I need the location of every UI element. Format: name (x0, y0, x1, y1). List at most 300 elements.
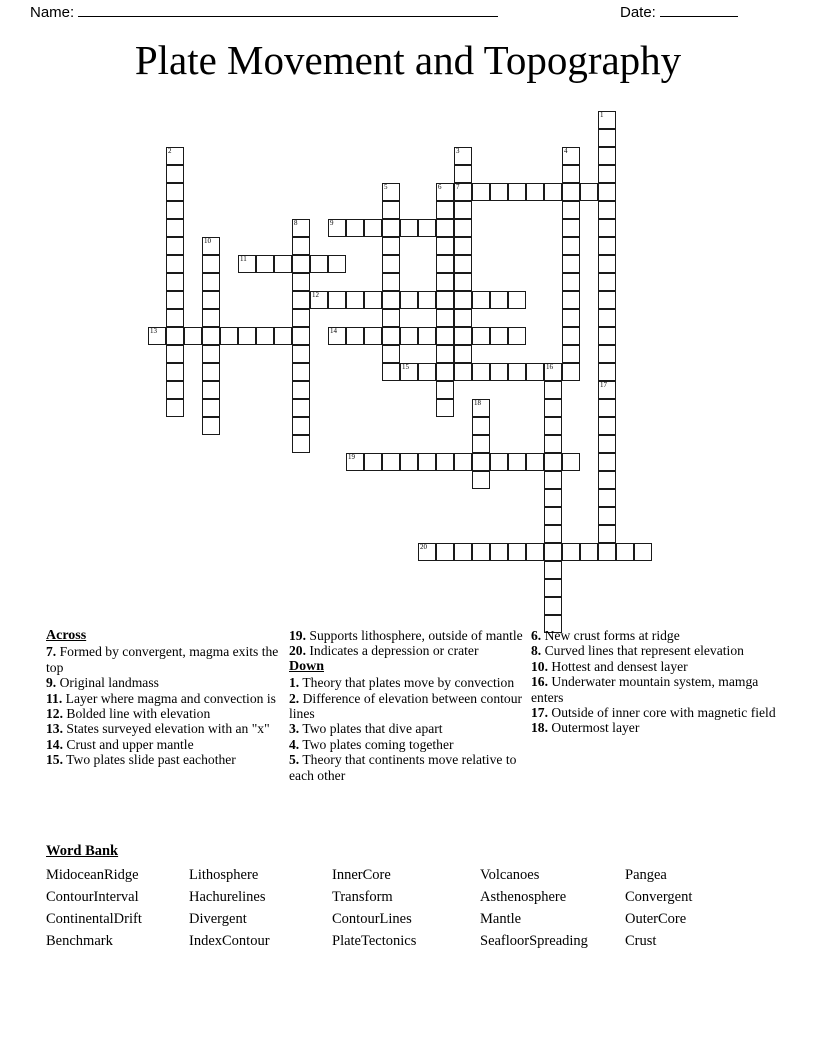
crossword-cell[interactable] (598, 165, 616, 183)
crossword-cell[interactable] (598, 273, 616, 291)
crossword-cell[interactable] (346, 291, 364, 309)
crossword-cell[interactable] (382, 453, 400, 471)
crossword-cell[interactable] (598, 237, 616, 255)
word-bank-word: MidoceanRidge (46, 867, 139, 883)
crossword-cell[interactable] (202, 237, 220, 255)
crossword-cell[interactable] (418, 453, 436, 471)
clue-number: 13. (46, 721, 63, 737)
clue-number: 14. (46, 736, 63, 752)
crossword-cell[interactable] (562, 309, 580, 327)
clue-item (46, 706, 291, 721)
crossword-cell[interactable] (562, 291, 580, 309)
crossword-cell[interactable] (328, 291, 346, 309)
crossword-cell[interactable] (418, 363, 436, 381)
clue-item (289, 628, 529, 643)
clue-text: New crust forms at ridge (541, 628, 680, 643)
crossword-cell[interactable] (472, 399, 490, 417)
clue-text: States surveyed elevation with an "x" (63, 721, 270, 737)
crossword-cell[interactable] (472, 543, 490, 561)
crossword-cell[interactable] (382, 237, 400, 255)
cell-number: 2 (168, 147, 172, 155)
crossword-cell[interactable] (292, 327, 310, 345)
crossword-cell[interactable] (562, 363, 580, 381)
crossword-cell[interactable] (472, 471, 490, 489)
clue-number: 1. (289, 675, 300, 691)
crossword-cell[interactable] (292, 435, 310, 453)
clue-item (531, 674, 781, 705)
crossword-cell[interactable] (580, 543, 598, 561)
crossword-cell[interactable] (184, 327, 202, 345)
crossword-cell[interactable] (508, 327, 526, 345)
crossword-cell[interactable] (490, 291, 508, 309)
crossword-cell[interactable] (544, 453, 562, 471)
crossword-cell[interactable] (562, 327, 580, 345)
crossword-cell[interactable] (490, 327, 508, 345)
crossword-cell[interactable] (526, 183, 544, 201)
crossword-cell[interactable] (436, 273, 454, 291)
crossword-cell[interactable] (598, 453, 616, 471)
crossword-cell[interactable] (364, 291, 382, 309)
crossword-cell[interactable] (490, 363, 508, 381)
crossword-cell[interactable] (634, 543, 652, 561)
word-bank-word: ContourLines (332, 911, 412, 927)
clue-text: Outermost layer (548, 720, 640, 736)
cell-number: 18 (474, 399, 481, 407)
crossword-cell[interactable] (472, 363, 490, 381)
crossword-cell[interactable] (562, 255, 580, 273)
crossword-cell[interactable] (454, 327, 472, 345)
crossword-cell[interactable] (562, 543, 580, 561)
word-bank-word: Crust (625, 933, 657, 949)
word-bank-word: Convergent (625, 889, 693, 905)
crossword-cell[interactable] (274, 255, 292, 273)
word-bank-word: Pangea (625, 867, 667, 883)
crossword-cell[interactable] (562, 219, 580, 237)
crossword-cell[interactable] (382, 345, 400, 363)
crossword-cell[interactable] (166, 291, 184, 309)
crossword-cell[interactable] (454, 363, 472, 381)
crossword-cell[interactable] (292, 237, 310, 255)
clue-text: Indicates a depression or crater (306, 643, 479, 659)
crossword-cell[interactable] (436, 327, 454, 345)
crossword-cell[interactable] (400, 363, 418, 381)
crossword-cell[interactable] (166, 255, 184, 273)
crossword-cell[interactable] (292, 309, 310, 327)
crossword-cell[interactable] (616, 543, 634, 561)
crossword-cell[interactable] (292, 345, 310, 363)
crossword-cell[interactable] (544, 561, 562, 579)
crossword-cell[interactable] (328, 219, 346, 237)
crossword-cell[interactable] (562, 237, 580, 255)
word-bank-word: ContinentalDrift (46, 911, 142, 927)
word-bank-word: OuterCore (625, 911, 687, 927)
crossword-cell[interactable] (436, 219, 454, 237)
crossword-cell[interactable] (166, 237, 184, 255)
crossword-cell[interactable] (436, 255, 454, 273)
crossword-cell[interactable] (454, 201, 472, 219)
clue-text: Crust and upper mantle (63, 736, 194, 752)
crossword-cell[interactable] (544, 489, 562, 507)
crossword-cell[interactable] (598, 255, 616, 273)
clue-number: 11. (46, 690, 63, 706)
crossword-cell[interactable] (166, 147, 184, 165)
word-bank-word: Divergent (189, 911, 247, 927)
crossword-cell[interactable] (292, 417, 310, 435)
clue-item (46, 644, 291, 675)
clue-item (46, 721, 291, 736)
crossword-cell[interactable] (526, 363, 544, 381)
clue-number: 3. (289, 721, 300, 737)
cell-number: 8 (294, 219, 298, 227)
clues-section (46, 628, 776, 838)
crossword-cell[interactable] (202, 291, 220, 309)
cell-number: 7 (456, 183, 460, 191)
crossword-cell[interactable] (202, 327, 220, 345)
crossword-cell[interactable] (400, 327, 418, 345)
crossword-cell[interactable] (598, 507, 616, 525)
crossword-cell[interactable] (562, 201, 580, 219)
crossword-cell[interactable] (472, 291, 490, 309)
crossword-cell[interactable] (598, 219, 616, 237)
crossword-cell[interactable] (166, 399, 184, 417)
crossword-cell[interactable] (436, 381, 454, 399)
cell-number: 16 (546, 363, 553, 371)
crossword-cell[interactable] (508, 183, 526, 201)
crossword-cell[interactable] (454, 453, 472, 471)
crossword-cell[interactable] (202, 381, 220, 399)
clue-text: Underwater mountain system, mamga enters (531, 674, 759, 705)
crossword-cell[interactable] (166, 381, 184, 399)
crossword-cell[interactable] (490, 453, 508, 471)
crossword-cell[interactable] (436, 183, 454, 201)
cell-number: 12 (312, 291, 319, 299)
clue-text: Supports lithosphere, outside of mantle (306, 628, 523, 643)
word-bank-word: Transform (332, 889, 393, 905)
crossword-cell[interactable] (544, 579, 562, 597)
crossword-cell[interactable] (202, 273, 220, 291)
crossword-cell[interactable] (544, 363, 562, 381)
crossword-cell[interactable] (562, 183, 580, 201)
page-title: Plate Movement and Topography (134, 37, 682, 83)
crossword-cell[interactable] (598, 543, 616, 561)
down-heading: Down (289, 658, 325, 674)
clue-text: Outside of inner core with magnetic field (548, 705, 776, 721)
crossword-cell[interactable] (328, 327, 346, 345)
crossword-cell[interactable] (202, 255, 220, 273)
word-bank-word: PlateTectonics (332, 933, 417, 949)
clue-item (289, 752, 529, 783)
clue-item (289, 737, 529, 752)
crossword-cell[interactable] (202, 309, 220, 327)
crossword-cell[interactable] (436, 345, 454, 363)
crossword-cell[interactable] (598, 489, 616, 507)
crossword-cell[interactable] (166, 309, 184, 327)
cell-number: 17 (600, 381, 607, 389)
crossword-cell[interactable] (148, 327, 166, 345)
crossword-cell[interactable] (454, 183, 472, 201)
crossword-cell[interactable] (436, 291, 454, 309)
crossword-cell[interactable] (562, 273, 580, 291)
crossword-cell[interactable] (274, 327, 292, 345)
clue-item (289, 721, 529, 736)
crossword-cell[interactable] (544, 435, 562, 453)
crossword-cell[interactable] (166, 327, 184, 345)
crossword-cell[interactable] (382, 201, 400, 219)
crossword-cell[interactable] (310, 255, 328, 273)
crossword-cell[interactable] (292, 273, 310, 291)
clue-item (46, 752, 291, 767)
crossword-cell[interactable] (382, 363, 400, 381)
word-bank-word: Benchmark (46, 933, 113, 949)
word-bank-word: Lithosphere (189, 867, 259, 883)
crossword-cell[interactable] (490, 183, 508, 201)
word-bank-section (46, 843, 786, 950)
word-bank-word: ContourInterval (46, 889, 139, 905)
crossword-cell[interactable] (454, 291, 472, 309)
crossword-cell[interactable] (508, 363, 526, 381)
crossword-cell[interactable] (508, 291, 526, 309)
crossword-cell[interactable] (544, 381, 562, 399)
crossword-cell[interactable] (598, 129, 616, 147)
crossword-cell[interactable] (598, 309, 616, 327)
clue-number: 9. (46, 675, 57, 691)
crossword-cell[interactable] (508, 543, 526, 561)
clue-number: 7. (46, 644, 57, 660)
crossword-cell[interactable] (382, 327, 400, 345)
crossword-cell[interactable] (292, 219, 310, 237)
clue-item (46, 737, 291, 752)
crossword-cell[interactable] (346, 219, 364, 237)
crossword-cell[interactable] (598, 183, 616, 201)
clue-number: 8. (531, 643, 542, 659)
crossword-cell[interactable] (598, 525, 616, 543)
crossword-cell[interactable] (598, 363, 616, 381)
crossword-cell[interactable] (544, 417, 562, 435)
cell-number: 20 (420, 543, 427, 551)
clue-number: 18. (531, 720, 548, 736)
crossword-cell[interactable] (454, 147, 472, 165)
word-bank-word: IndexContour (189, 933, 270, 949)
crossword-cell[interactable] (580, 183, 598, 201)
clue-number: 10. (531, 658, 548, 674)
crossword-cell[interactable] (382, 273, 400, 291)
clue-number: 6. (531, 628, 542, 643)
crossword-cell[interactable] (292, 381, 310, 399)
clue-item (531, 643, 781, 658)
word-bank-heading: Word Bank (46, 843, 119, 859)
crossword-cell[interactable] (256, 255, 274, 273)
crossword-cell[interactable] (598, 471, 616, 489)
crossword-cell[interactable] (310, 291, 328, 309)
cell-number: 14 (330, 327, 337, 335)
crossword-cell[interactable] (544, 183, 562, 201)
clue-text: Original landmass (56, 675, 159, 691)
crossword-cell[interactable] (598, 291, 616, 309)
crossword-cell[interactable] (364, 219, 382, 237)
crossword-cell[interactable] (436, 399, 454, 417)
crossword-cell[interactable] (598, 399, 616, 417)
crossword-cell[interactable] (292, 255, 310, 273)
word-bank-word: InnerCore (332, 867, 391, 883)
crossword-cell[interactable] (166, 273, 184, 291)
crossword-cell[interactable] (454, 165, 472, 183)
crossword-cell[interactable] (292, 363, 310, 381)
crossword-cell[interactable] (598, 327, 616, 345)
clues-column-1 (46, 628, 291, 768)
crossword-cell[interactable] (598, 345, 616, 363)
crossword-cell[interactable] (292, 399, 310, 417)
crossword-cell[interactable] (238, 327, 256, 345)
crossword-cell[interactable] (256, 327, 274, 345)
clue-text: Bolded line with elevation (63, 706, 211, 722)
crossword-cell[interactable] (544, 597, 562, 615)
clue-item (531, 628, 781, 643)
name-label: Name: (30, 4, 75, 21)
cell-number: 9 (330, 219, 334, 227)
crossword-cell[interactable] (382, 291, 400, 309)
crossword-cell[interactable] (166, 363, 184, 381)
clue-text: Two plates coming together (299, 736, 454, 752)
cell-number: 19 (348, 453, 355, 461)
crossword-cell[interactable] (490, 543, 508, 561)
clue-item (289, 675, 529, 690)
crossword-cell[interactable] (382, 183, 400, 201)
clue-text: Two plates slide past eachother (63, 752, 236, 768)
clue-item (531, 705, 781, 720)
clue-text: Two plates that dive apart (299, 721, 443, 737)
crossword-cell[interactable] (364, 453, 382, 471)
clue-item (46, 691, 291, 706)
crossword-cell[interactable] (292, 291, 310, 309)
crossword-cell[interactable] (544, 543, 562, 561)
clue-item (289, 691, 529, 722)
word-bank-word: Mantle (480, 911, 522, 927)
cell-number: 3 (456, 147, 460, 155)
clue-item (531, 720, 781, 735)
crossword-cell[interactable] (166, 165, 184, 183)
crossword-cell[interactable] (598, 417, 616, 435)
clue-text: Theory that continents move relative to each other (289, 752, 517, 783)
crossword-cell[interactable] (436, 201, 454, 219)
cell-number: 13 (150, 327, 157, 335)
crossword-cell[interactable] (382, 255, 400, 273)
crossword-cell[interactable] (472, 183, 490, 201)
crossword-cell[interactable] (166, 345, 184, 363)
clue-number: 16. (531, 674, 548, 690)
crossword-cell[interactable] (400, 291, 418, 309)
clue-text: Difference of elevation between contour lines (289, 690, 523, 722)
crossword-cell[interactable] (562, 147, 580, 165)
crossword-cell[interactable] (418, 327, 436, 345)
clue-number: 2. (289, 690, 300, 706)
clue-text: Theory that plates move by convection (299, 675, 515, 691)
crossword-cell[interactable] (418, 543, 436, 561)
crossword-cell[interactable] (508, 453, 526, 471)
crossword-cell[interactable] (472, 327, 490, 345)
crossword-cell[interactable] (544, 471, 562, 489)
crossword-cell[interactable] (202, 399, 220, 417)
crossword-cell[interactable] (472, 435, 490, 453)
crossword-cell[interactable] (454, 237, 472, 255)
crossword-cell[interactable] (382, 219, 400, 237)
crossword-cell[interactable] (562, 165, 580, 183)
clue-number: 5. (289, 752, 300, 768)
crossword-cell[interactable] (598, 201, 616, 219)
crossword-cell[interactable] (418, 291, 436, 309)
crossword-cell[interactable] (400, 219, 418, 237)
cell-number: 5 (384, 183, 388, 191)
crossword-cell[interactable] (436, 363, 454, 381)
crossword-cell[interactable] (364, 327, 382, 345)
crossword-cell[interactable] (436, 309, 454, 327)
crossword-cell[interactable] (202, 363, 220, 381)
crossword-cell[interactable] (526, 453, 544, 471)
crossword-cell[interactable] (436, 237, 454, 255)
crossword-cell[interactable] (418, 219, 436, 237)
crossword-cell[interactable] (202, 345, 220, 363)
clues-column-2 (289, 628, 529, 783)
crossword-cell[interactable] (472, 417, 490, 435)
clue-text: Layer where magma and convection is (62, 690, 276, 706)
crossword-cell[interactable] (436, 543, 454, 561)
clue-number: 12. (46, 706, 63, 722)
crossword-cell[interactable] (544, 507, 562, 525)
clue-number: 4. (289, 736, 300, 752)
clue-item (46, 675, 291, 690)
crossword-cell[interactable] (526, 543, 544, 561)
crossword-cell[interactable] (454, 255, 472, 273)
crossword-cell[interactable] (454, 345, 472, 363)
crossword-cell[interactable] (472, 453, 490, 471)
crossword-cell[interactable] (166, 219, 184, 237)
cell-number: 15 (402, 363, 409, 371)
crossword-cell[interactable] (454, 273, 472, 291)
clue-number: 20. (289, 643, 306, 659)
crossword-cell[interactable] (598, 111, 616, 129)
cell-number: 10 (204, 237, 211, 245)
crossword-cell[interactable] (562, 453, 580, 471)
crossword-cell[interactable] (382, 309, 400, 327)
crossword-cell[interactable] (400, 453, 418, 471)
crossword-cell[interactable] (598, 435, 616, 453)
crossword-cell[interactable] (544, 399, 562, 417)
word-bank-word: Hachurelines (189, 889, 266, 905)
crossword-cell[interactable] (454, 543, 472, 561)
crossword-cell[interactable] (544, 525, 562, 543)
crossword-cell[interactable] (166, 201, 184, 219)
crossword-cell[interactable] (598, 381, 616, 399)
crossword-cell[interactable] (598, 147, 616, 165)
crossword-cell[interactable] (220, 327, 238, 345)
crossword-cell[interactable] (436, 453, 454, 471)
word-bank-word: Volcanoes (480, 867, 540, 883)
crossword-cell[interactable] (454, 309, 472, 327)
crossword-cell[interactable] (202, 417, 220, 435)
clues-column-3 (531, 628, 781, 736)
crossword-cell[interactable] (238, 255, 256, 273)
cell-number: 1 (600, 111, 604, 119)
crossword-cell[interactable] (562, 345, 580, 363)
crossword-cell[interactable] (166, 183, 184, 201)
crossword-cell[interactable] (346, 327, 364, 345)
cell-number: 4 (564, 147, 568, 155)
clue-text: Curved lines that represent elevation (541, 643, 744, 659)
clue-item (289, 643, 529, 658)
clue-text: Hottest and densest layer (548, 658, 688, 674)
crossword-cell[interactable] (328, 255, 346, 273)
crossword-cell[interactable] (346, 453, 364, 471)
crossword-cell[interactable] (454, 219, 472, 237)
